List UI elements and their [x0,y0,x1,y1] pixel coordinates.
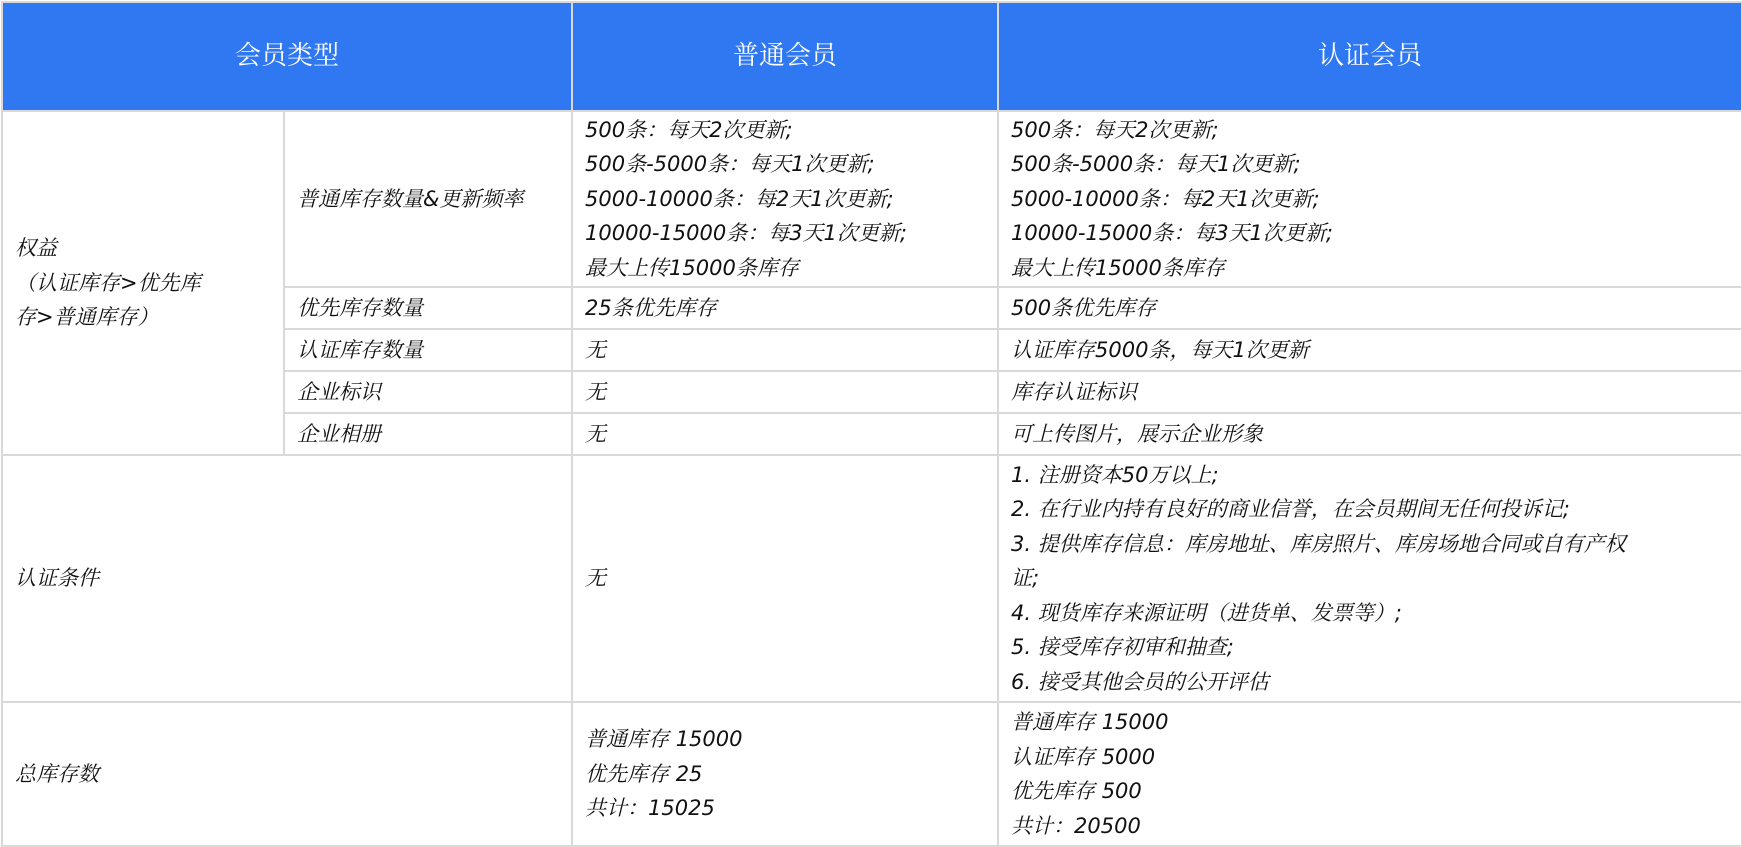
text-line: 500条：每天2次更新; [1011,117,1219,142]
header-normal-member: 普通会员 [572,2,998,111]
condition-line: 6. 接受其他会员的公开评估 [1011,669,1269,694]
header-row [2,2,1742,111]
condition-line: 3. 提供库存信息：库房地址、库房照片、库房场地合同或自有产权 [1011,531,1626,556]
certified-company-badge: 库存认证标识 [998,371,1742,413]
rights-label [2,111,284,455]
total-line: 普通库存 15000 [1011,710,1169,734]
total-label: 总库存数 [2,702,572,846]
rights-label-line: 存>普通库存） [15,305,159,330]
total-line: 共计：15025 [585,796,715,821]
row-certification-conditions [2,455,1742,702]
certified-company-album: 可上传图片，展示企业形象 [998,413,1742,455]
normal-certified-stock: 无 [572,329,998,371]
normal-company-badge: 无 [572,371,998,413]
text-line: 10000-15000条：每3天1次更新; [585,221,907,246]
total-line: 优先库存 500 [1011,779,1142,803]
text-line: 500条-5000条：每天1次更新; [585,152,875,177]
membership-comparison-table [1,1,1742,847]
total-line: 认证库存 5000 [1011,744,1156,769]
header-member-type: 会员类型 [2,2,572,111]
text-line: 5000-10000条：每2天1次更新; [1011,186,1320,211]
row-total-stock [2,702,1742,846]
rights-label-line: （认证库存>优先库 [15,270,201,295]
row-name-company-badge: 企业标识 [284,371,572,413]
header-certified-member: 认证会员 [998,2,1742,111]
row-name-priority-stock: 优先库存数量 [284,287,572,329]
total-line: 共计：20500 [1011,813,1141,838]
rights-label-line: 权益 [15,236,57,261]
conditions-label: 认证条件 [2,455,572,702]
normal-conditions: 无 [572,455,998,702]
text-line: 5000-10000条：每2天1次更新; [585,186,894,211]
condition-line: 2. 在行业内持有良好的商业信誉，在会员期间无任何投诉记; [1011,497,1570,522]
text-line: 500条-5000条：每天1次更新; [1011,152,1301,177]
certified-total [998,702,1742,846]
condition-line: 4. 现货库存来源证明（进货单、发票等）; [1011,600,1402,625]
normal-priority-stock: 25条优先库存 [572,287,998,329]
condition-line: 1. 注册资本50万以上; [1011,462,1219,487]
normal-stock-frequency [572,111,998,287]
condition-line: 证; [1011,566,1040,591]
certified-certified-stock: 认证库存5000条，每天1次更新 [998,329,1742,371]
condition-line: 5. 接受库存初审和抽查; [1011,635,1234,660]
row-name-company-album: 企业相册 [284,413,572,455]
normal-total [572,702,998,846]
total-line: 优先库存 25 [585,761,703,786]
text-line: 10000-15000条：每3天1次更新; [1011,221,1333,246]
row-name-certified-stock: 认证库存数量 [284,329,572,371]
total-line: 普通库存 15000 [585,727,743,752]
certified-stock-frequency [998,111,1742,287]
row-stock-frequency [2,111,1742,287]
text-line: 500条：每天2次更新; [585,117,793,142]
normal-company-album: 无 [572,413,998,455]
row-name-stock-frequency: 普通库存数量&更新频率 [284,111,572,287]
certified-priority-stock: 500条优先库存 [998,287,1742,329]
text-line: 最大上传15000条库存 [1011,255,1225,280]
certified-conditions [998,455,1742,702]
text-line: 最大上传15000条库存 [585,255,799,280]
